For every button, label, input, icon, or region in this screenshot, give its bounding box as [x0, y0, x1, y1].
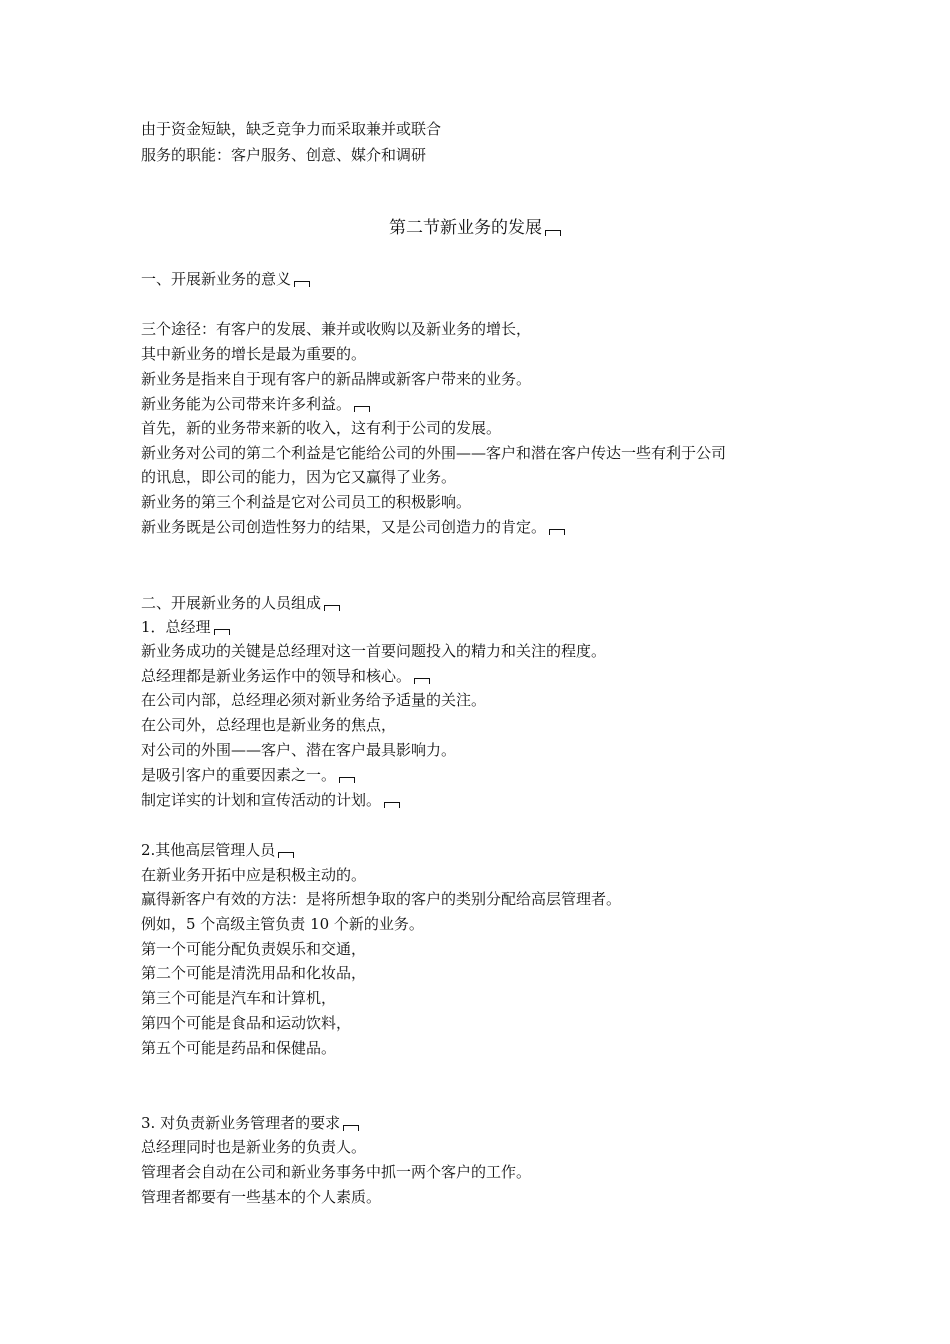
- section-title: 第二节新业务的发展: [0, 218, 950, 238]
- text-line: 第五个可能是药品和保健品。: [141, 1039, 337, 1057]
- text-line: 新业务的第三个利益是它对公司员工的积极影响。: [141, 493, 472, 511]
- text-line: 制定详实的计划和宣传活动的计划。: [141, 790, 400, 810]
- text-line: 新业务是指来自于现有客户的新品牌或新客户带来的业务。: [141, 370, 532, 388]
- text-line: 由于资金短缺，缺乏竞争力而采取兼并或联合: [141, 120, 442, 138]
- paragraph-mark-icon: [278, 852, 294, 858]
- text-line: 第四个可能是食品和运动饮料，: [141, 1014, 352, 1032]
- paragraph-mark-icon: [343, 1125, 359, 1131]
- text-line: 在新业务开拓中应是积极主动的。: [141, 866, 367, 884]
- text-line: 总经理同时也是新业务的负责人。: [141, 1138, 367, 1156]
- text-line: 对公司的外围——客户、潜在客户最具影响力。: [141, 741, 457, 759]
- text-line: 新业务对公司的第二个利益是它能给公司的外围——客户和潜在客户传达一些有利于公司: [141, 444, 727, 462]
- text-line: 三个途径：有客户的发展、兼并或收购以及新业务的增长，: [141, 320, 532, 338]
- subheading-senior-managers: 2.其他高层管理人员: [141, 840, 294, 860]
- text-line: 的讯息，即公司的能力，因为它又赢得了业务。: [141, 468, 457, 486]
- paragraph-mark-icon: [545, 230, 561, 236]
- subheading-requirements: 3. 对负责新业务管理者的要求: [141, 1113, 359, 1133]
- paragraph-mark-icon: [339, 777, 355, 783]
- text-line: 第二个可能是清洗用品和化妆品，: [141, 964, 367, 982]
- paragraph-mark-icon: [549, 529, 565, 535]
- paragraph-mark-icon: [384, 802, 400, 808]
- text-line: 其中新业务的增长是最为重要的。: [141, 345, 367, 363]
- text-line: 第三个可能是汽车和计算机，: [141, 989, 337, 1007]
- text-line: 新业务能为公司带来许多利益。: [141, 394, 370, 414]
- subheading-general-manager: 1．总经理: [141, 617, 230, 637]
- paragraph-mark-icon: [294, 281, 310, 287]
- paragraph-mark-icon: [214, 629, 230, 635]
- text-line: 首先，新的业务带来新的收入，这有利于公司的发展。: [141, 419, 502, 437]
- text-line: 管理者会自动在公司和新业务事务中抓一两个客户的工作。: [141, 1163, 532, 1181]
- text-line: 例如，5 个高级主管负责 10 个新的业务。: [141, 915, 424, 933]
- text-line: 总经理都是新业务运作中的领导和核心。: [141, 666, 430, 686]
- text-line: 服务的职能：客户服务、创意、媒介和调研: [141, 146, 427, 164]
- paragraph-mark-icon: [414, 678, 430, 684]
- heading-significance: 一、开展新业务的意义: [141, 269, 310, 289]
- heading-personnel: 二、开展新业务的人员组成: [141, 593, 340, 613]
- text-line: 赢得新客户有效的方法：是将所想争取的客户的类别分配给高层管理者。: [141, 890, 622, 908]
- text-line: 第一个可能分配负责娱乐和交通，: [141, 940, 367, 958]
- text-line: 管理者都要有一些基本的个人素质。: [141, 1188, 382, 1206]
- text-line: 新业务成功的关键是总经理对这一首要问题投入的精力和关注的程度。: [141, 642, 607, 660]
- text-line: 在公司外，总经理也是新业务的焦点，: [141, 716, 397, 734]
- text-line: 新业务既是公司创造性努力的结果，又是公司创造力的肯定。: [141, 517, 565, 537]
- paragraph-mark-icon: [354, 406, 370, 412]
- text-line: 是吸引客户的重要因素之一。: [141, 765, 355, 785]
- text-line: 在公司内部，总经理必须对新业务给予适量的关注。: [141, 691, 487, 709]
- paragraph-mark-icon: [324, 605, 340, 611]
